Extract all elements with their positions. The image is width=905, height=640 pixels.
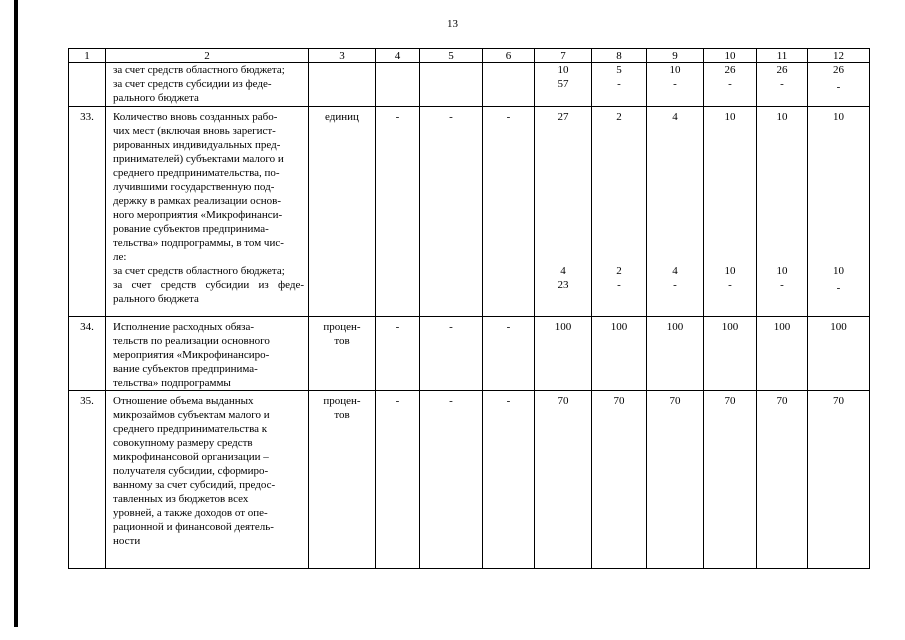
value-cell <box>647 317 704 391</box>
cell-value: 10 <box>776 265 788 277</box>
description-line: рального бюджета <box>113 293 199 305</box>
spacer <box>808 124 869 138</box>
col-header: 6 <box>483 49 535 63</box>
spacer <box>704 222 756 236</box>
description-line: за счет средств областного бюджета; <box>113 265 285 277</box>
value-cell <box>592 391 647 569</box>
header-row <box>69 49 870 63</box>
spacer <box>647 208 703 222</box>
cell-value: 100 <box>830 321 847 333</box>
cell-value: 10 <box>669 64 681 76</box>
description-line: рационной и финансовой деятель- <box>113 521 274 533</box>
value-cell: - <box>376 317 420 391</box>
page-number: 13 <box>447 18 458 30</box>
value-cell: - <box>420 391 483 569</box>
col-header: 11 <box>757 49 808 63</box>
spacer <box>808 138 869 152</box>
spacer <box>592 236 646 250</box>
spacer <box>535 180 591 194</box>
spacer <box>704 208 756 222</box>
value-cell: - <box>483 107 535 317</box>
description-line: тельства» подпрограммы, в том чис- <box>113 237 284 249</box>
description-line: чих мест (включая вновь зарегист- <box>113 125 276 137</box>
spacer <box>647 180 703 194</box>
value-cell: - <box>420 107 483 317</box>
description-line: ле: <box>113 251 127 263</box>
description-line: ванному за счет субсидий, предос- <box>113 479 276 491</box>
col-header: 3 <box>309 49 376 63</box>
value-cell <box>376 63 420 107</box>
description-cell <box>106 107 309 317</box>
spacer <box>592 208 646 222</box>
spacer <box>808 236 869 250</box>
description-line: мероприятия «Микрофинансиро- <box>113 349 270 361</box>
unit-line: тов <box>334 409 350 421</box>
description-line: тельств по реализации основного <box>113 335 270 347</box>
spacer <box>757 194 807 208</box>
row-number-cell: 35. <box>69 391 106 569</box>
cell-value: 100 <box>610 321 628 333</box>
spacer <box>757 180 807 194</box>
value-cell <box>535 63 592 107</box>
spacer <box>535 250 591 264</box>
value-cell <box>704 107 757 317</box>
description-cell <box>106 391 309 569</box>
cell-value: 100 <box>554 321 572 333</box>
spacer <box>757 208 807 222</box>
description-line: Количество вновь созданных рабо- <box>113 111 278 123</box>
spacer <box>592 180 646 194</box>
value-cell <box>757 317 808 391</box>
spacer <box>757 236 807 250</box>
spacer <box>704 166 756 180</box>
table-row <box>69 63 870 107</box>
cell-value: 70 <box>613 395 625 407</box>
spacer <box>647 236 703 250</box>
spacer <box>535 138 591 152</box>
spacer <box>704 250 756 264</box>
spacer <box>647 138 703 152</box>
description-line: тельства» подпрограммы <box>113 377 231 389</box>
scan-edge-bar <box>14 0 18 627</box>
col-header: 8 <box>592 49 647 63</box>
description-line: за счет средств субсидии из феде- <box>113 279 304 291</box>
spacer <box>757 166 807 180</box>
cell-value: 26 <box>833 64 844 76</box>
spacer <box>704 194 756 208</box>
spacer <box>535 236 591 250</box>
spacer <box>592 250 646 264</box>
row-number-cell <box>69 63 106 107</box>
cell-value: 10 <box>557 64 569 76</box>
spacer <box>704 236 756 250</box>
col-header: 4 <box>376 49 420 63</box>
spacer <box>704 124 756 138</box>
value-cell <box>704 63 757 107</box>
value-cell <box>757 391 808 569</box>
spacer <box>592 194 646 208</box>
spacer <box>592 166 646 180</box>
value-cell <box>808 107 870 317</box>
description-line: вание субъектов предпринима- <box>113 363 258 375</box>
cell-value: 2 <box>616 111 622 123</box>
cell-value: 100 <box>721 321 739 333</box>
cell-value: 70 <box>833 395 844 407</box>
unit-line: процен- <box>323 321 361 333</box>
cell-value: 70 <box>669 395 681 407</box>
cell-value: - <box>728 78 732 90</box>
value-cell <box>704 391 757 569</box>
description-line: рированных индивидуальных пред- <box>113 139 281 151</box>
cell-value: 4 <box>560 265 566 277</box>
value-cell <box>592 107 647 317</box>
spacer <box>535 194 591 208</box>
value-cell <box>483 63 535 107</box>
unit-cell <box>309 107 376 317</box>
col-header: 1 <box>69 49 106 63</box>
cell-value: - <box>780 279 784 291</box>
spacer <box>757 138 807 152</box>
description-line: ности <box>113 535 141 547</box>
description-line: держку в рамках реализации основ- <box>113 195 282 207</box>
spacer <box>757 124 807 138</box>
spacer <box>592 138 646 152</box>
unit-cell <box>309 317 376 391</box>
value-cell <box>808 317 870 391</box>
value-cell <box>420 63 483 107</box>
col-header: 2 <box>106 49 309 63</box>
cell-value: 26 <box>776 64 788 76</box>
spacer <box>592 124 646 138</box>
cell-value: 26 <box>724 64 736 76</box>
table-row <box>69 317 870 391</box>
value-cell: - <box>376 391 420 569</box>
spacer <box>757 250 807 264</box>
value-cell: - <box>420 317 483 391</box>
value-cell <box>757 107 808 317</box>
value-cell <box>808 63 870 107</box>
unit-line: единиц <box>325 111 359 123</box>
description-line: рального бюджета <box>113 92 199 104</box>
spacer <box>647 222 703 236</box>
spacer <box>535 208 591 222</box>
cell-value: 23 <box>557 279 569 291</box>
cell-value: - <box>617 279 621 291</box>
cell-value: 10 <box>833 265 844 277</box>
spacer <box>647 166 703 180</box>
table-row <box>69 107 870 317</box>
col-header: 5 <box>420 49 483 63</box>
cell-value: 4 <box>672 265 678 277</box>
spacer <box>647 194 703 208</box>
spacer <box>647 250 703 264</box>
description-line: лучившими государственную под- <box>113 181 275 193</box>
cell-value: 10 <box>776 111 788 123</box>
cell-value: 10 <box>724 111 736 123</box>
cell-value: - <box>836 282 841 294</box>
col-header: 12 <box>808 49 870 63</box>
description-line: среднего предпринимательства к <box>113 423 268 435</box>
value-cell <box>535 317 592 391</box>
cell-value: 100 <box>666 321 684 333</box>
spacer <box>808 250 869 264</box>
row-number-cell: 34. <box>69 317 106 391</box>
cell-value: 70 <box>776 395 788 407</box>
cell-value: 70 <box>557 395 569 407</box>
description-line: Исполнение расходных обяза- <box>113 321 255 333</box>
cell-value: 4 <box>672 111 678 123</box>
cell-value: - <box>673 279 677 291</box>
description-cell <box>106 317 309 391</box>
cell-value: 70 <box>724 395 736 407</box>
value-cell <box>704 317 757 391</box>
spacer <box>757 152 807 166</box>
spacer <box>535 222 591 236</box>
spacer <box>535 124 591 138</box>
spacer <box>592 152 646 166</box>
value-cell <box>647 391 704 569</box>
cell-value: 27 <box>557 111 569 123</box>
spacer <box>808 194 869 208</box>
unit-line: тов <box>334 335 350 347</box>
cell-value: 10 <box>724 265 736 277</box>
value-cell <box>535 391 592 569</box>
value-cell: - <box>376 107 420 317</box>
cell-value: - <box>780 78 784 90</box>
description-line: Отношение объема выданных <box>113 395 254 407</box>
value-cell <box>592 317 647 391</box>
description-line: принимателей) субъектами малого и <box>113 153 284 165</box>
description-line: ного мероприятия «Микрофинанси- <box>113 209 283 221</box>
unit-cell <box>309 391 376 569</box>
spacer <box>808 152 869 166</box>
description-cell <box>106 63 309 107</box>
description-line: среднего предпринимательства, по- <box>113 167 280 179</box>
value-cell <box>757 63 808 107</box>
cell-value: 2 <box>616 265 622 277</box>
indicators-table <box>68 48 870 569</box>
description-line: тавленных из бюджетов всех <box>113 493 249 505</box>
description-line: получателя субсидии, сформиро- <box>113 465 269 477</box>
spacer <box>704 152 756 166</box>
spacer <box>757 222 807 236</box>
cell-value: - <box>673 78 677 90</box>
unit-line: процен- <box>323 395 361 407</box>
cell-value: 100 <box>773 321 791 333</box>
description-line: уровней, а также доходов от опе- <box>113 507 268 519</box>
spacer <box>535 152 591 166</box>
spacer <box>808 180 869 194</box>
value-cell: - <box>483 317 535 391</box>
value-cell <box>535 107 592 317</box>
value-cell <box>647 107 704 317</box>
spacer <box>808 222 869 236</box>
col-header: 7 <box>535 49 592 63</box>
value-cell <box>808 391 870 569</box>
col-header: 10 <box>704 49 757 63</box>
cell-value: - <box>728 279 732 291</box>
value-cell: - <box>483 391 535 569</box>
table-row <box>69 391 870 569</box>
description-line: за счет средств субсидии из феде- <box>113 78 272 90</box>
cell-value: 10 <box>833 111 844 123</box>
spacer <box>647 152 703 166</box>
value-cell <box>592 63 647 107</box>
spacer <box>808 166 869 180</box>
spacer <box>704 138 756 152</box>
cell-value: 57 <box>557 78 569 90</box>
description-line: совокупному размеру средств <box>113 437 253 449</box>
spacer <box>535 166 591 180</box>
spacer <box>808 208 869 222</box>
row-number-cell: 33. <box>69 107 106 317</box>
value-cell <box>647 63 704 107</box>
description-line: за счет средств областного бюджета; <box>113 64 285 76</box>
unit-cell <box>309 63 376 107</box>
description-line: рование субъектов предпринима- <box>113 223 269 235</box>
spacer <box>592 222 646 236</box>
description-line: микрофинансовой организации – <box>113 451 269 463</box>
spacer <box>704 180 756 194</box>
spacer <box>647 124 703 138</box>
cell-value: - <box>836 81 841 93</box>
cell-value: - <box>617 78 621 90</box>
col-header: 9 <box>647 49 704 63</box>
description-line: микрозаймов субъектам малого и <box>113 409 270 421</box>
cell-value: 5 <box>616 64 622 76</box>
